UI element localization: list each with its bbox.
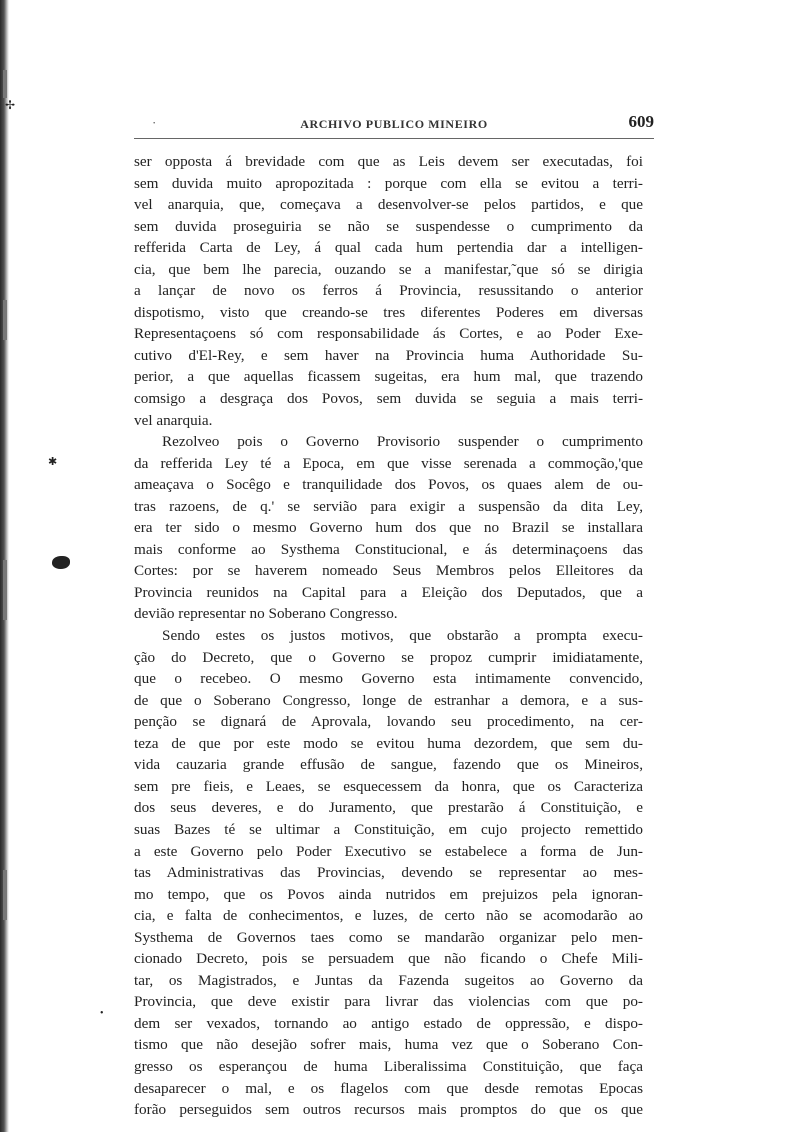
text-line: de que o Soberano Congresso, longe de estranhar a demora, e a sus-	[134, 691, 643, 709]
text-line: cia, que bem lhe parecia, ouzando se a manifestar,˜que só se dirigia	[134, 260, 643, 278]
text-line: tras razoens, de q.' se servião para exigir a suspensão da dita Ley,	[134, 497, 643, 515]
ink-blot-mark	[52, 556, 70, 569]
text-line: perior, a que aquellas ficassem sugeitas, era hum mal, que trazendo	[134, 368, 643, 386]
text-line: vel anarquia.	[134, 411, 213, 429]
text-line: penção se dignará de Aprovala, lovando seu procedimento, na cer-	[134, 713, 643, 731]
text-line: desaparecer o mal, e os flagelos com que desde remotas Epocas	[134, 1079, 643, 1097]
text-line: comsigo a desgraça dos Povos, sem duvida se seguia a mais terri-	[134, 390, 643, 408]
margin-dot-mark: ✱	[48, 456, 58, 468]
body-text	[134, 151, 643, 1121]
text-line: sem duvida proseguiria se não se suspendesse o cumprimento da	[134, 217, 643, 235]
text-line: sem duvida muito apropozitada : porque com ella se evitou a terri-	[134, 174, 643, 192]
text-line: refferida Carta de Ley, á qual cada hum pertendia dar a intelligen-	[134, 239, 643, 257]
paragraph	[134, 431, 643, 625]
text-line: Representaçoens só com responsabilidade ás Cortes, e ao Poder Exe-	[134, 325, 643, 343]
text-line: dispotismo, visto que creando-se tres diferentes Poderes em diversas	[134, 303, 643, 321]
text-line: era ter sido o mesmo Governo hum dos que no Brazil se installara	[134, 519, 643, 537]
header-bullet: ·	[152, 115, 157, 130]
binding-stain	[3, 70, 7, 98]
text-line: a lançar de novo os ferros á Provincia, resussitando o anterior	[134, 282, 643, 300]
binding-stain	[3, 870, 7, 920]
margin-dot-mark: •	[100, 1008, 104, 1019]
running-title: ARCHIVO PUBLICO MINEIRO	[300, 117, 488, 131]
text-line: Cortes: por se haverem nomeado Seus Membros pelos Elleitores da	[134, 562, 643, 580]
text-line: cia, e falta de conhecimentos, e luzes, de certo não se acomodarão ao	[134, 907, 643, 925]
text-line: Provincia, que deve existir para livrar das violencias com que po-	[134, 993, 643, 1011]
text-line: dem ser vexados, tornando ao antigo estado de oppressão, e dispo-	[134, 1014, 643, 1032]
text-line: cionado Decreto, pois se persuadem que não ficando o Chefe Mili-	[134, 950, 643, 968]
binding-stain	[3, 300, 7, 340]
text-line: Systhema de Governos taes como se mandarão organizar pelo men-	[134, 928, 643, 946]
paragraph	[134, 625, 643, 1121]
header-rule	[134, 138, 654, 139]
text-line: suas Bazes té se ultimar a Constituição, em cujo projecto remettido	[134, 820, 643, 838]
text-line: Sendo estes os justos motivos, que obstarão a prompta execu-	[162, 627, 643, 645]
text-line: teza de que por este modo se evitou huma dezordem, que sem du-	[134, 734, 643, 752]
text-line: sem pre fieis, e Leaes, se esquecessem da honra, que os Caracteriza	[134, 777, 643, 795]
text-line: ção do Decreto, que o Governo se propoz cumprir imidiatamente,	[134, 648, 643, 666]
text-line: mais conforme ao Systhema Constitucional, e ás determinaçoens das	[134, 540, 643, 558]
text-line: Rezolveo pois o Governo Provisorio suspender o cumprimento	[162, 433, 643, 451]
text-line: tar, os Magistrados, e Juntas da Fazenda sugeitos ao Governo da	[134, 971, 643, 989]
text-line: da refferida Ley té a Epoca, em que visse serenada a commoção,'que	[134, 454, 643, 472]
text-line: tas Administrativas das Provincias, devendo se representar ao mes-	[134, 864, 643, 882]
paragraph	[134, 151, 643, 431]
text-line: forão perseguidos sem outros recursos mais promptos do que os que	[134, 1101, 643, 1119]
text-line: tismo que não desejão sofrer mais, huma vez que o Soberano Con-	[134, 1036, 643, 1054]
text-line: gresso os esperançou de huma Liberalissima Constituição, que faça	[134, 1057, 643, 1075]
text-line: dos seus deveres, e do Juramento, que prestarão á Constituição, e	[134, 799, 643, 817]
text-line: que o recebeo. O mesmo Governo esta intimamente convencido,	[134, 670, 643, 688]
text-line: mo tempo, que os Povos ainda nutridos em prejuizos pela ignoran-	[134, 885, 643, 903]
text-line: vel anarquia, que, começava a desenvolver-se pelos partidos, e que	[134, 196, 643, 214]
page-number: 609	[628, 112, 654, 131]
page-binding-edge	[0, 0, 9, 1132]
text-line: vida cauzaria grande effusão de sangue, fazendo que os Mineiros,	[134, 756, 643, 774]
text-line: ser opposta á brevidade com que as Leis devem ser executadas, foi	[134, 153, 643, 170]
margin-dot-mark: ✢	[5, 98, 16, 112]
text-line: cutivo d'El-Rey, e sem haver na Provincia huma Authoridade Su-	[134, 346, 643, 364]
text-line: Provincia reunidos na Capital para a Eleição dos Deputados, que a	[134, 583, 643, 601]
binding-stain	[3, 560, 7, 620]
text-line: ameaçava o Socêgo e tranquilidade dos Povos, os quaes alem de ou-	[134, 476, 643, 494]
running-header	[134, 112, 654, 136]
text-line: devião representar no Soberano Congresso.	[134, 605, 398, 623]
text-line: a este Governo pelo Poder Executivo se estabelece a forma de Jun-	[134, 842, 643, 860]
